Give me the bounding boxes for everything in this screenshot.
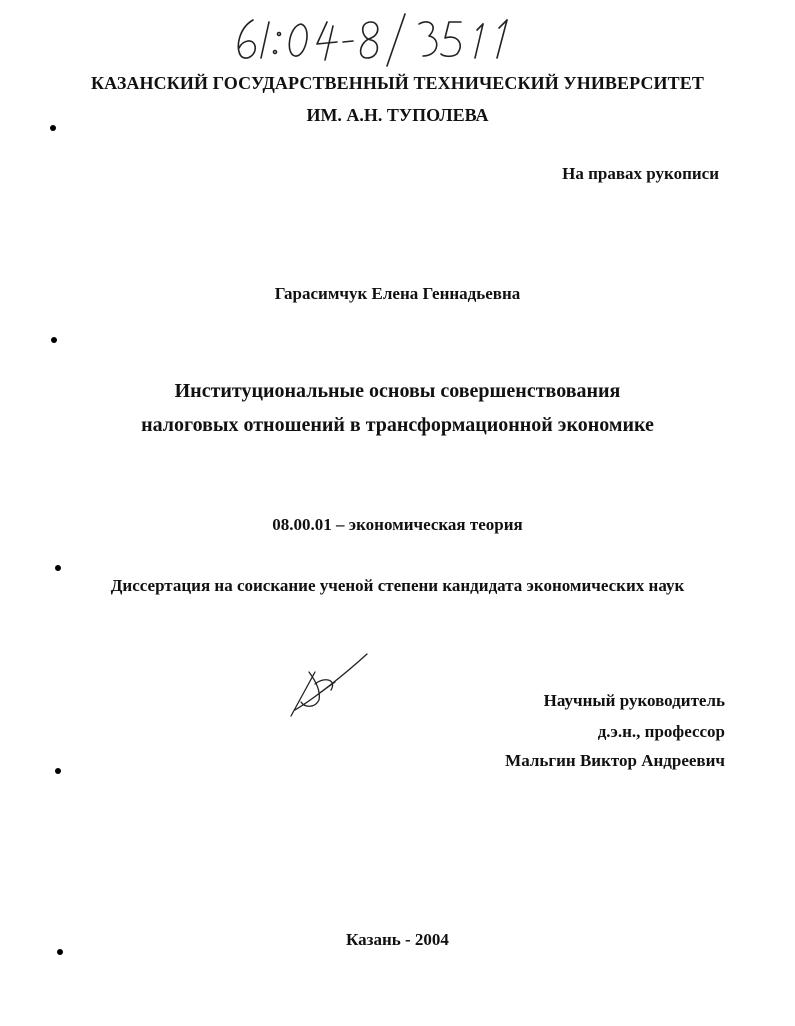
scan-mark [57,949,63,955]
manuscript-rights-note: На правах рукописи [562,164,719,183]
specialty-code: 08.00.01 – экономическая теория [272,515,523,534]
university-name-line1: КАЗАНСКИЙ ГОСУДАРСТВЕННЫЙ ТЕХНИЧЕСКИЙ УНИВЕРСИТЕТ [91,73,704,93]
city-year: Казань - 2004 [346,930,449,949]
supervisor-name: Мальгин Виктор Андреевич [505,751,725,770]
university-name-line2: ИМ. А.Н. ТУПОЛЕВА [306,105,489,125]
thesis-title-line2: налоговых отношений в трансформационной экономике [141,414,654,436]
signature [285,650,375,720]
handwritten-archive-code [225,8,545,68]
scan-mark [51,337,57,343]
scan-mark [55,565,61,571]
thesis-title-line1: Институциональные основы совершенствования [174,380,621,402]
supervisor-role: Научный руководитель [543,691,725,710]
scan-mark [50,125,56,131]
author-name: Гарасимчук Елена Геннадьевна [274,284,521,303]
dissertation-type: Диссертация на соискание ученой степени кандидата экономических наук [110,576,685,595]
supervisor-degree: д.э.н., профессор [597,722,725,741]
scan-mark [55,768,61,774]
